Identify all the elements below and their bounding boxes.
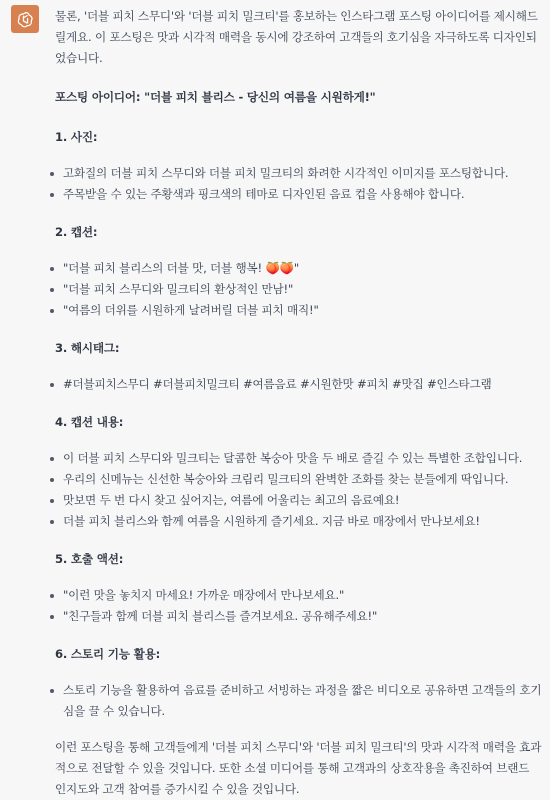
list-item: 주목받을 수 있는 주황색과 핑크색의 테마로 디자인된 음료 컵을 사용해야 합니다. — [55, 184, 543, 205]
list-item: 더블 피치 블리스와 함께 여름을 시원하게 즐기세요. 지금 바로 매장에서 만나보세요! — [55, 511, 543, 532]
list-item: "친구들과 함께 더블 피치 블리스를 즐겨보세요. 공유해주세요!" — [55, 606, 543, 627]
list-item: 맛보면 두 번 다시 찾고 싶어지는, 여름에 어울리는 최고의 음료예요! — [55, 490, 543, 511]
section-heading-caption: 2. 캡션: — [55, 225, 98, 239]
section-heading-hashtags: 3. 해시태그: — [55, 341, 120, 355]
photo-list — [55, 163, 543, 205]
outro-paragraph: 이런 포스팅을 통해 고객들에게 '더블 피치 스무디'와 '더블 피치 밀크티'의 맛과 시각적 매력을 효과적으로 전달할 수 있을 것입니다. 또한 소셜 미디어를 통해 고객과의 상호작용을 촉진하여 브랜드 인지도와 고객 참여를 증가시킬 수 있을 것입니다. — [55, 740, 542, 796]
intro-paragraph: 물론, '더블 피치 스무디'와 '더블 피치 밀크티'를 홍보하는 인스타그램 포스팅 아이디어를 제시해드릴게요. 이 포스팅은 맛과 시각적 매력을 동시에 강조하여 고객들의 호기심을 자극하도록 디자인되었습니다. — [55, 9, 538, 65]
list-item: 스토리 기능을 활용하여 음료를 준비하고 서빙하는 과정을 짧은 비디오로 공유하면 고객들의 호기심을 끌 수 있습니다. — [55, 680, 543, 722]
openai-logo-icon — [16, 10, 35, 29]
list-item: 고화질의 더블 피치 스무디와 더블 피치 밀크티의 화려한 시각적인 이미지를 포스팅합니다. — [55, 163, 543, 184]
caption-list — [55, 258, 543, 321]
list-item: 이 더블 피치 스무디와 밀크티는 달콤한 복숭아 맛을 두 배로 즐길 수 있는 특별한 조합입니다. — [55, 448, 543, 469]
posting-idea-title: 포스팅 아이디어: "더블 피치 블리스 - 당신의 여름을 시원하게!" — [55, 90, 376, 104]
list-item: #더블피치스무디 #더블피치밀크티 #여름음료 #시원한맛 #피치 #맛집 #인스타그램 — [55, 374, 543, 395]
caption-content-list — [55, 448, 543, 532]
hashtag-list — [55, 374, 543, 395]
message-content — [55, 6, 543, 800]
section-heading-call-to-action: 5. 호출 액션: — [55, 552, 124, 566]
list-item: "이런 맛을 놓치지 마세요! 가까운 매장에서 만나보세요." — [55, 585, 543, 606]
assistant-avatar — [11, 5, 39, 33]
section-heading-caption-content: 4. 캡션 내용: — [55, 415, 124, 429]
story-list — [55, 680, 543, 722]
section-heading-photo: 1. 사진: — [55, 130, 98, 144]
list-item: 우리의 신메뉴는 신선한 복숭아와 크림리 밀크티의 완벽한 조화를 찾는 분들에게 딱입니다. — [55, 469, 543, 490]
list-item: "더블 피치 블리스의 더블 맛, 더블 행복! 🍑🍑" — [55, 258, 543, 279]
section-heading-story: 6. 스토리 기능 활용: — [55, 647, 161, 661]
call-to-action-list — [55, 585, 543, 627]
list-item: "여름의 더위를 시원하게 날려버릴 더블 피치 매직!" — [55, 300, 543, 321]
list-item: "더블 피치 스무디와 밀크티의 환상적인 만남!" — [55, 279, 543, 300]
